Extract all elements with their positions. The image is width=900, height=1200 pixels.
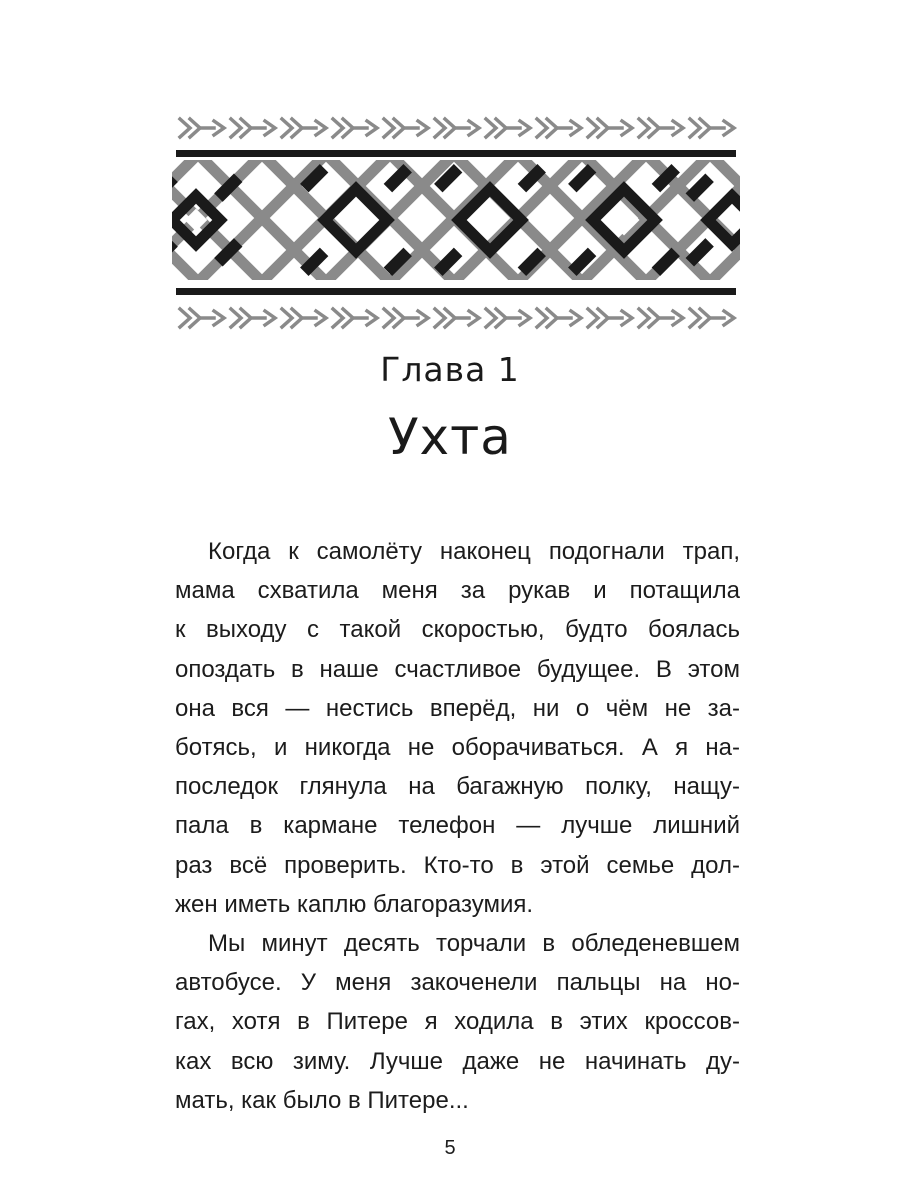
text-line: она вся — нестись вперёд, ни о чём не за-	[175, 694, 740, 722]
text-line: Мы минут десять торчали в обледеневшем	[208, 930, 740, 958]
text-line: пала в кармане телефон — лучше лишний	[175, 812, 740, 840]
paragraph-2	[175, 924, 740, 1120]
text-line: мать, как было в Питере...	[175, 1086, 469, 1114]
page-number: 5	[444, 1137, 456, 1159]
chapter-title: Ухта	[388, 408, 512, 466]
text-line: Когда к самолёту наконец подогнали трап,	[208, 538, 740, 565]
paragraph-1	[175, 532, 740, 924]
text-line: раз всё проверить. Кто-то в этой семье дол-	[175, 851, 740, 879]
text-line: мама схватила меня за рукав и потащила	[175, 577, 740, 605]
text-line: автобусе. У меня закоченели пальцы на но-	[175, 969, 740, 997]
text-line: ках всю зиму. Лучше даже не начинать ду-	[175, 1047, 740, 1075]
text-line: ботясь, и никогда не оборачиваться. А я на-	[175, 734, 740, 762]
chapter-label: Глава 1	[380, 350, 520, 389]
folk-ornament-icon	[172, 108, 740, 336]
text-line: к выходу с такой скоростью, будто боялась	[175, 616, 740, 644]
body-text	[175, 532, 740, 1120]
text-line: опоздать в наше счастливое будущее. В этом	[175, 655, 740, 683]
text-line: гах, хотя в Питере я ходила в этих кроссов-	[175, 1008, 740, 1036]
text-line: последок глянула на багажную полку, нащу-	[175, 773, 740, 801]
text-line: жен иметь каплю благоразумия.	[175, 890, 534, 918]
